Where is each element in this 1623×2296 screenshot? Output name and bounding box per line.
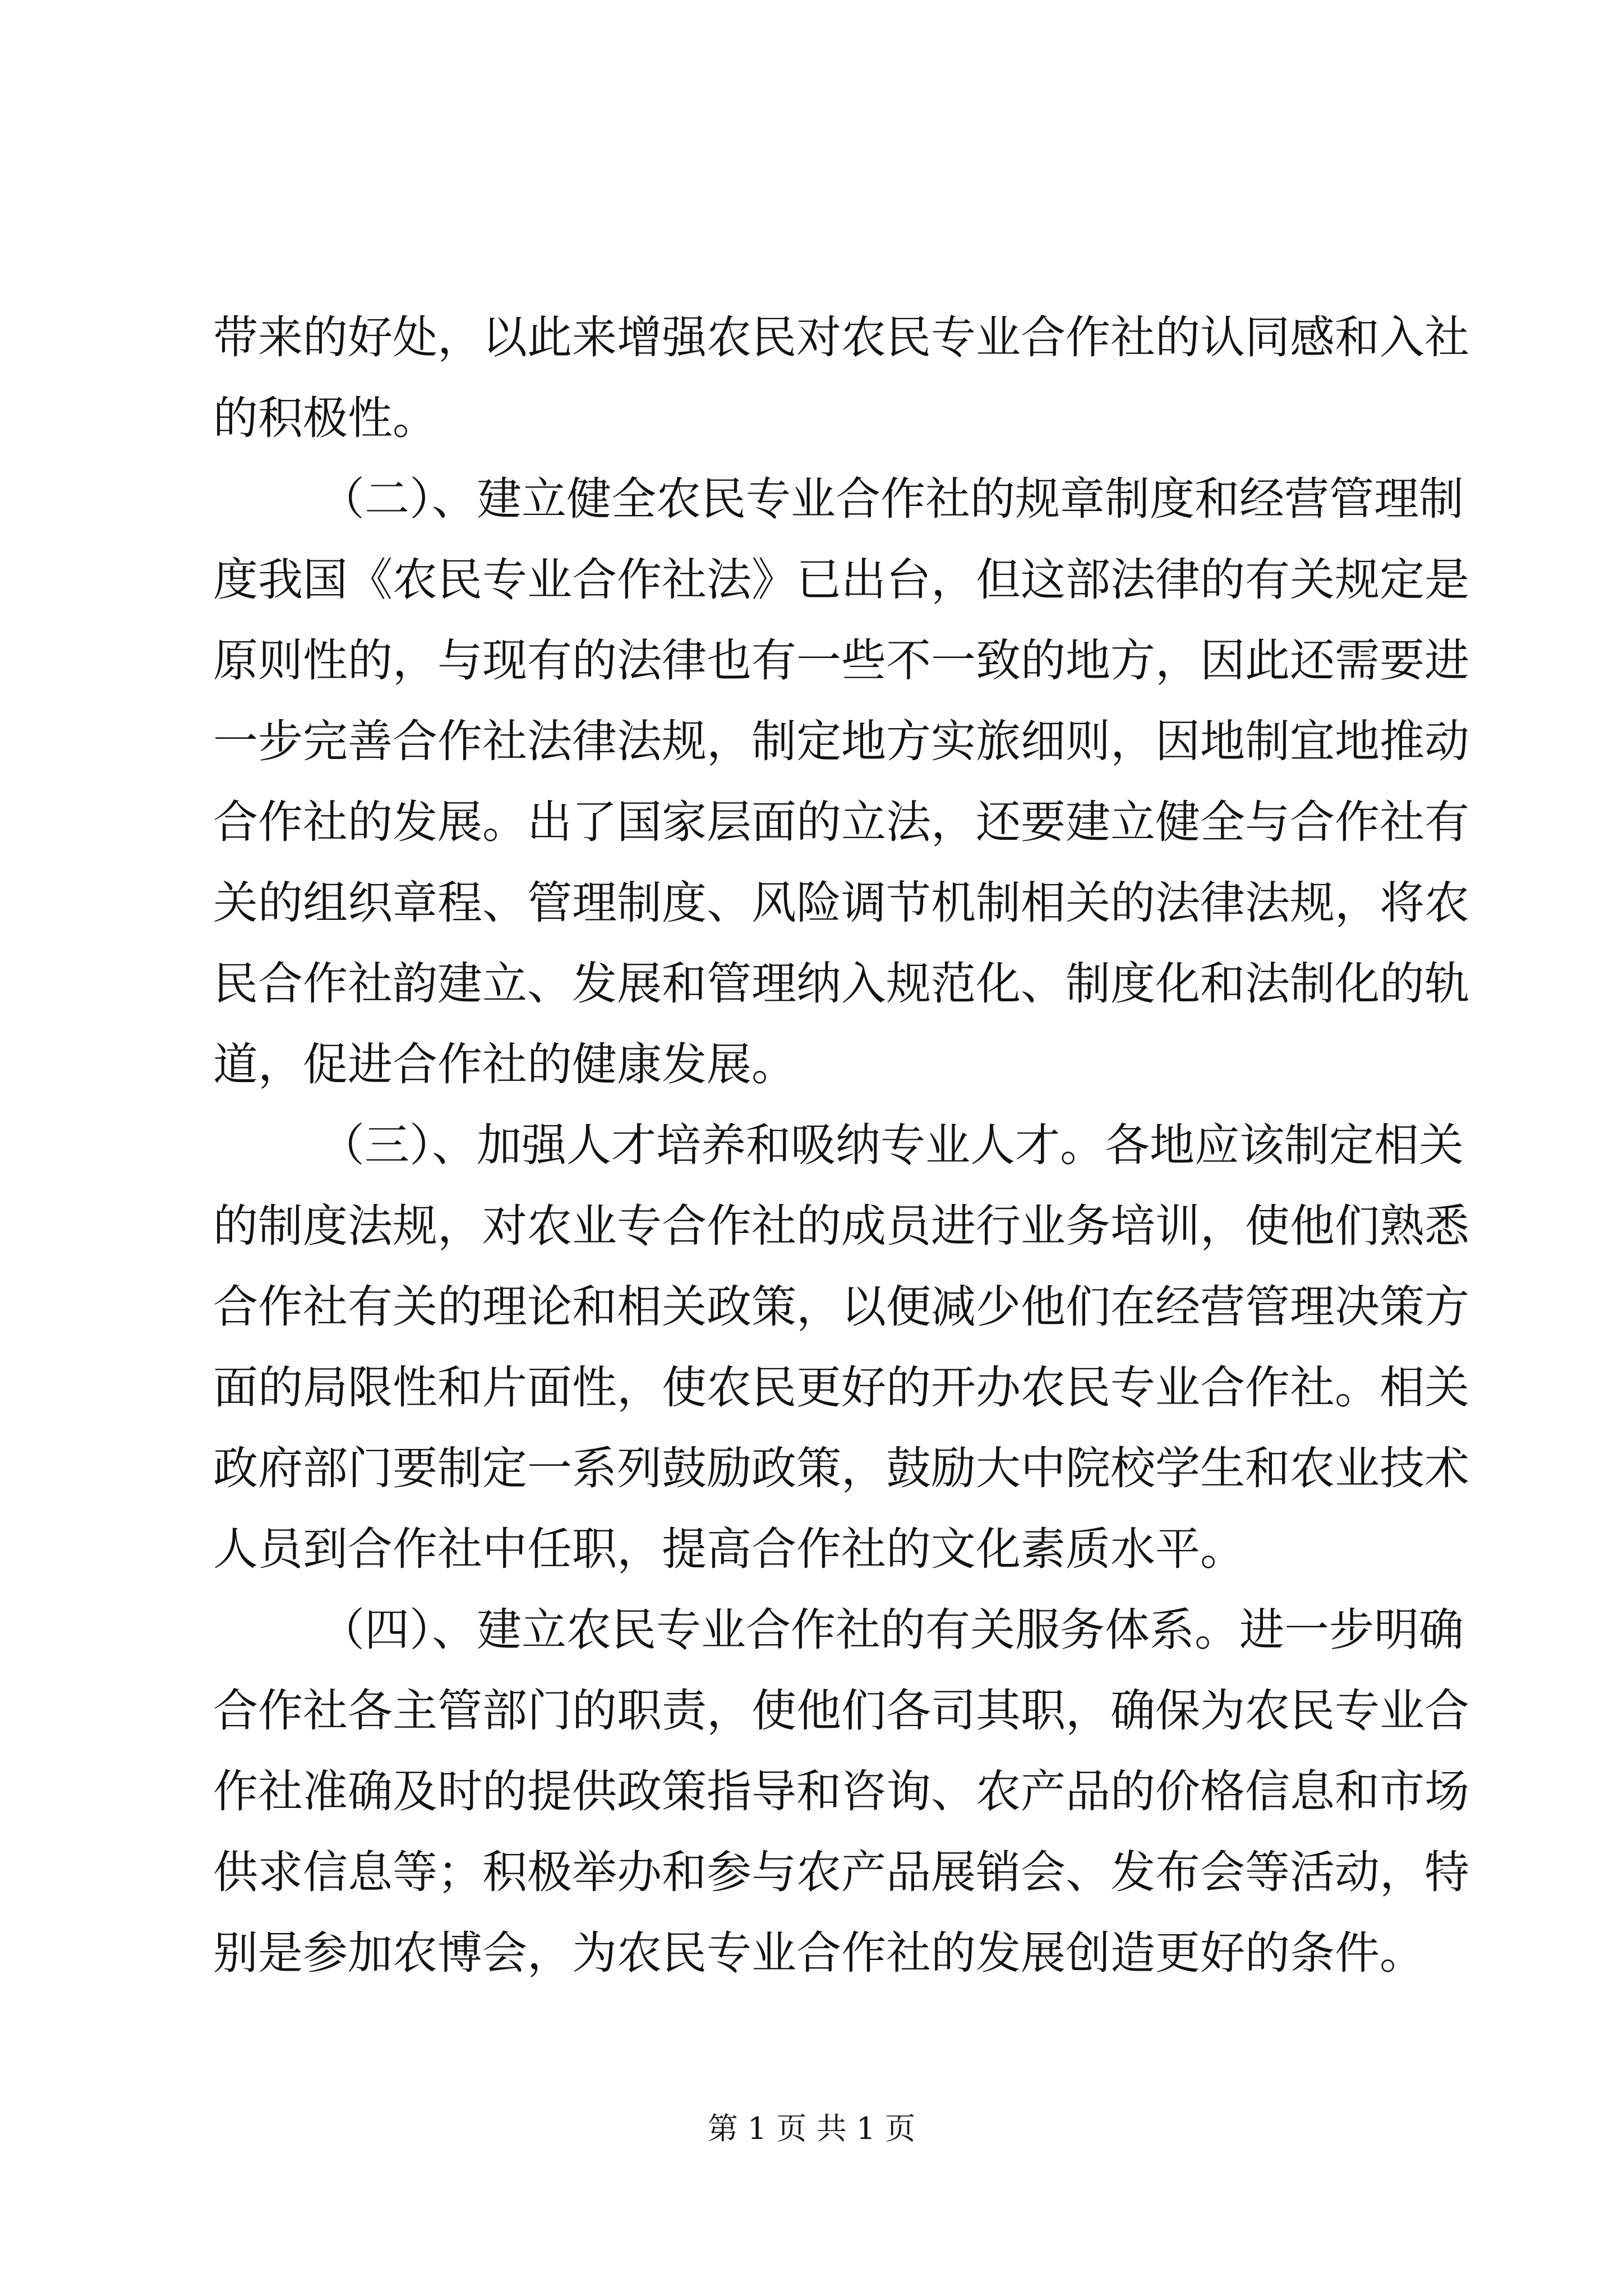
paragraph-start-line: （三）、加强人才培养和吸纳专业人才。各地应该制定相关 xyxy=(320,1119,1464,1171)
text-line: 合作社各主管部门的职责，使他们各司其职，确保为农民专业合 xyxy=(213,1685,1469,1737)
text-line: 一步完善合作社法律法规，制定地方实旅细则，因地制宜地推动 xyxy=(213,715,1469,767)
text-line: 的制度法规，对农业专合作社的成员进行业务培训，使他们熟悉 xyxy=(213,1200,1469,1252)
text-line: 道，促进合作社的健康发展。 xyxy=(213,1038,796,1091)
text-line: 面的局限性和片面性，使农民更好的开办农民专业合作社。相关 xyxy=(213,1361,1469,1414)
page-footer: 第 1 页 共 1 页 xyxy=(707,2111,916,2146)
text-line: 带来的好处，以此来增强农民对农民专业合作社的认同感和入社 xyxy=(213,311,1469,364)
text-line: 度我国《农民专业合作社法》已出台，但这部法律的有关规定是 xyxy=(213,554,1469,606)
text-line: 别是参加农博会，为农民专业合作社的发展创造更好的条件。 xyxy=(213,1927,1424,1979)
paragraph-start-line: （二）、建立健全农民专业合作社的规章制度和经营管理制 xyxy=(320,473,1464,525)
text-line: 关的组织章程、管理制度、风险调节机制相关的法律法规，将农 xyxy=(213,877,1469,929)
text-line: 作社准确及时的提供政策指导和咨询、农产品的价格信息和市场 xyxy=(213,1765,1469,1818)
text-line: 民合作社韵建立、发展和管理纳入规范化、制度化和法制化的轨 xyxy=(213,958,1469,1010)
text-line: 的积极性。 xyxy=(213,392,437,444)
paragraph-start-line: （四）、建立农民专业合作社的有关服务体系。进一步明确 xyxy=(320,1604,1464,1656)
text-line: 供求信息等；积极举办和参与农产品展销会、发布会等活动，特 xyxy=(213,1846,1469,1898)
text-line: 合作社的发展。出了国家层面的立法，还要建立健全与合作社有 xyxy=(213,796,1469,848)
text-line: 合作社有关的理论和相关政策，以便减少他们在经营管理决策方 xyxy=(213,1281,1469,1333)
text-line: 原则性的，与现有的法律也有一些不一致的地方，因此还需要进 xyxy=(213,634,1469,687)
text-line: 人员到合作社中任职，提高合作社的文化素质水平。 xyxy=(213,1523,1245,1575)
document-body xyxy=(213,297,1469,1994)
text-line: 政府部门要制定一系列鼓励政策，鼓励大中院校学生和农业技术 xyxy=(213,1442,1469,1494)
